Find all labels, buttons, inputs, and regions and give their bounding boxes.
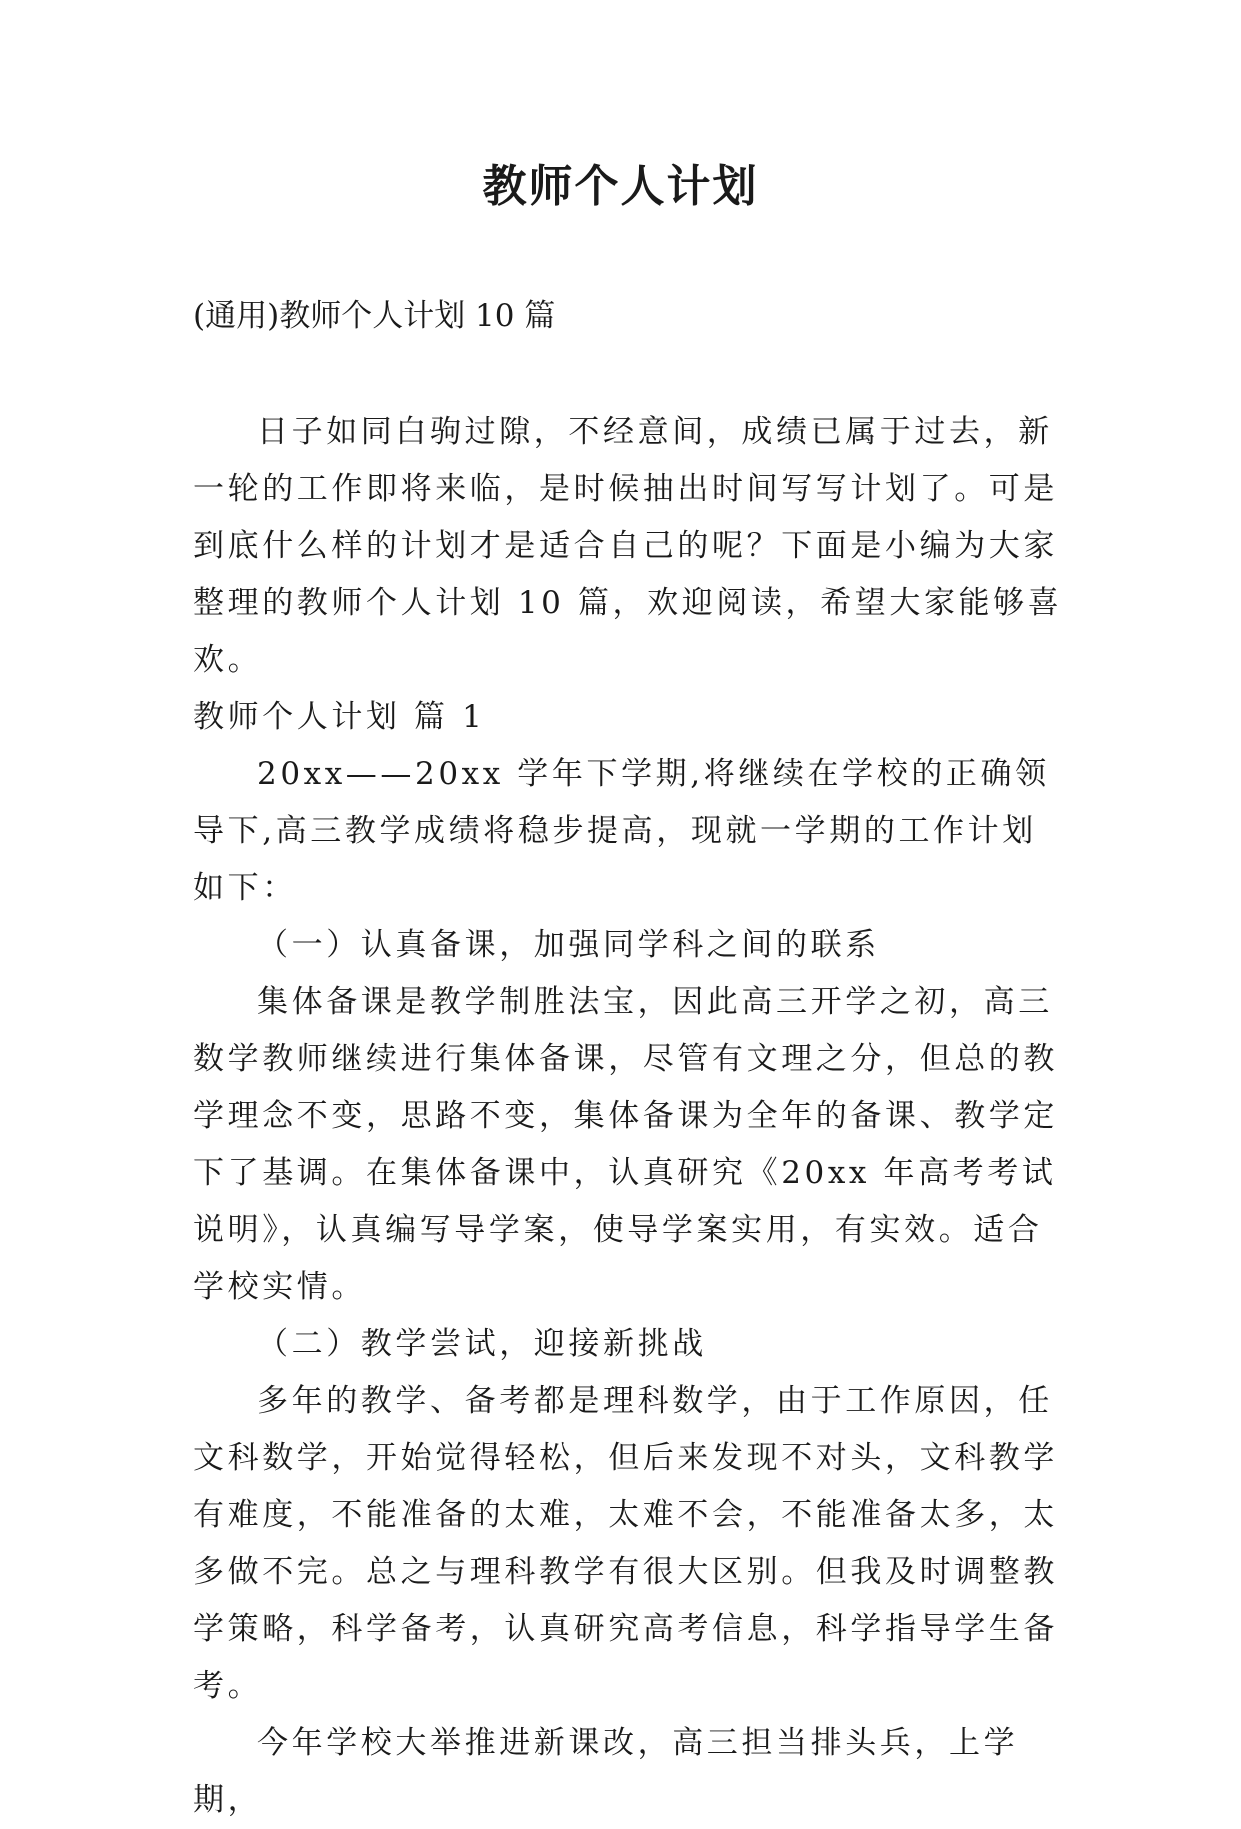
body-paragraph: 20xx——20xx 学年下学期,将继续在学校的正确领导下,高三教学成绩将稳步提高，现就一学期的工作计划如下： (193, 756, 1050, 906)
body-paragraph: 今年学校大举推进新课改，高三担当排头兵，上学期， (193, 1725, 1019, 1818)
section-heading: 教师个人计划 篇 1 (193, 699, 486, 735)
document-subtitle: (通用)教师个人计划 10 篇 (193, 298, 556, 334)
document-title: 教师个人计划 (482, 161, 759, 212)
document-body (193, 404, 1063, 1829)
intro-paragraph: 日子如同白驹过隙，不经意间，成绩已属于过去，新一轮的工作即将来临，是时候抽出时间写写计划了。可是到底什么样的计划才是适合自己的呢？下面是小编为大家整理的教师个人计划 10 篇，欢迎阅读，希望大家能够喜欢。 (193, 414, 1063, 678)
body-paragraph: 集体备课是教学制胜法宝，因此高三开学之初，高三数学教师继续进行集体备课，尽管有文理之分，但总的教学理念不变，思路不变，集体备课为全年的备课、教学定下了基调。在集体备课中，认真研究《20xx 年高考考试说明》，认真编写导学案，使导学案实用，有实效。适合学校实情。 (193, 984, 1058, 1305)
subsection-heading: （二）教学尝试，迎接新挑战 (257, 1326, 707, 1362)
body-paragraph: 多年的教学、备考都是理科数学，由于工作原因，任文科数学，开始觉得轻松，但后来发现不对头，文科教学有难度，不能准备的太难，太难不会，不能准备太多，太多做不完。总之与理科教学有很大区别。但我及时调整教学策略，科学备考，认真研究高考信息，科学指导学生备考。 (193, 1383, 1058, 1704)
subsection-heading: （一）认真备课，加强同学科之间的联系 (257, 927, 880, 963)
